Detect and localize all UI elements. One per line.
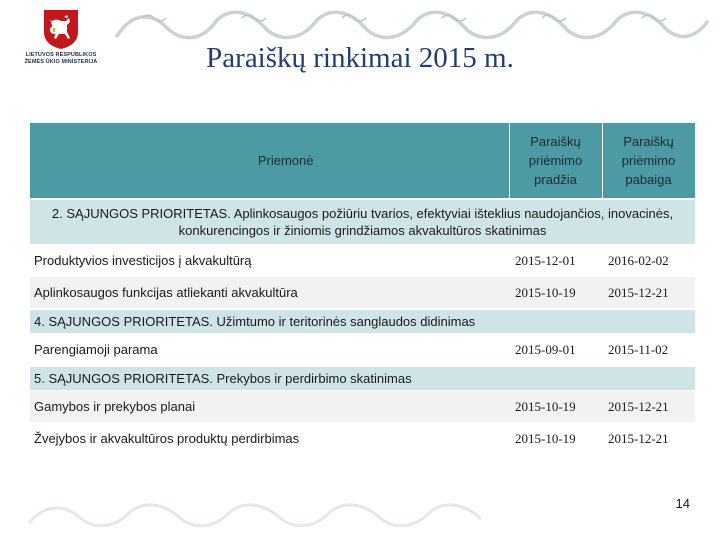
start-date: 2015-12-01 [509,245,602,277]
table-row [30,334,695,367]
measure-name: Produktyvios investicijos į akvakultūrą [30,245,509,277]
table-row [30,245,695,277]
section-row [30,199,695,245]
applications-table [30,123,696,454]
start-date: 2015-10-19 [509,277,602,310]
page-title: Paraiškų rinkimai 2015 m. [206,42,514,74]
table-header-row [30,123,695,199]
logo-text-line2: ŽEMĖS ŪKIO MINISTERIJA [24,58,98,65]
decorative-ornament-top [112,8,712,42]
measure-name: Gamybos ir prekybos planai [30,391,509,423]
section-title: 2. SĄJUNGOS PRIORITETAS. Aplinkosaugos požiūriu tvarios, efektyviai išteklius naudojančios, inovacinės, konkurencingos ir žiniomis grindžiamos akvakultūros skatinimas [30,199,695,245]
start-date: 2015-10-19 [509,423,602,455]
header-measure: Priemonė [30,123,509,199]
start-date: 2015-10-19 [509,391,602,423]
decorative-ornament-bottom [25,500,495,530]
section-row [30,309,695,334]
start-date: 2015-09-01 [509,334,602,367]
end-date: 2015-12-21 [602,391,695,423]
measure-name: Žvejybos ir akvakultūros produktų perdirbimas [30,423,509,455]
table-row [30,391,695,423]
logo-text-line1: LIETUVOS RESPUBLIKOS [25,52,97,58]
measure-name: Aplinkosaugos funkcijas atliekanti akvakultūra [30,277,509,310]
end-date: 2015-12-21 [602,423,695,455]
section-title: 5. SĄJUNGOS PRIORITETAS. Prekybos ir perdirbimo skatinimas [30,366,695,391]
section-row [30,366,695,391]
page-number: 14 [675,496,690,511]
header-end-date: Paraiškų priėmimo pabaiga [602,123,695,199]
table-row [30,277,695,310]
section-title: 4. SĄJUNGOS PRIORITETAS. Užimtumo ir teritorinės sanglaudos didinimas [30,309,695,334]
measure-name: Parengiamoji parama [30,334,509,367]
end-date: 2015-12-21 [602,277,695,310]
end-date: 2016-02-02 [602,245,695,277]
end-date: 2015-11-02 [602,334,695,367]
table-row [30,423,695,455]
header-start-date: Paraiškų priėmimo pradžia [509,123,602,199]
